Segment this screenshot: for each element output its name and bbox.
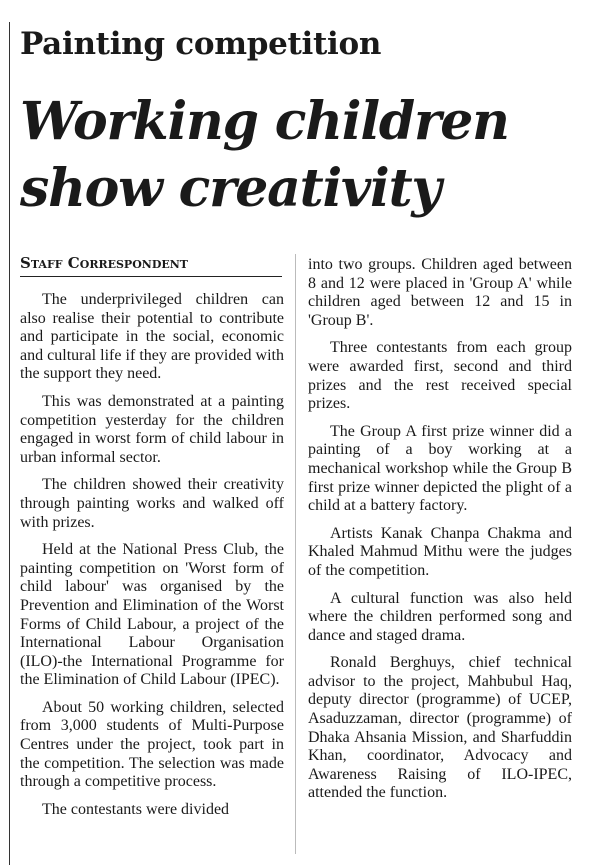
article-column-left <box>20 291 284 861</box>
paragraph: The underprivileged children can also realise their potential to contribute and participate in the social, economic and cultural life if they are provided with the support they need. <box>20 291 284 383</box>
paragraph: The Group A first prize winner did a painting of a boy working at a mechanical workshop while the Group B first prize winner depicted the plight of a child at a battery factory. <box>308 422 572 515</box>
paragraph: The children showed their creativity through painting works and walked off with prizes. <box>20 476 284 531</box>
headline <box>20 88 600 222</box>
kicker-heading: Painting competition <box>20 26 382 62</box>
paragraph: Artists Kanak Chanpa Chakma and Khaled Mahmud Mithu were the judges of the competition. <box>308 524 572 579</box>
paragraph: Ronald Berghuys, chief technical advisor to the project, Mahbubul Haq, deputy director (programme) of UCEP, Asaduzzaman, director (programme) of Dhaka Ahsania Mission, and Sharfuddin Khan, coordinator, Advocacy and Awareness Raising of ILO-IPEC, attended the function. <box>308 654 572 802</box>
column-divider <box>295 254 296 854</box>
headline-line-1: Working children <box>20 91 509 152</box>
paragraph: The contestants were divided <box>42 800 230 818</box>
paragraph: This was demonstrated at a painting competition yesterday for the children engaged in worst form of child labour in urban informal sector. <box>20 392 284 466</box>
paragraph: Three contestants from each group were awarded first, second and third prizes and the rest received special prizes. <box>308 339 572 413</box>
headline-line-2: show creativity <box>20 158 441 219</box>
paragraph: About 50 working children, selected from 3,000 students of Multi-Purpose Centres under the project, took part in the competition. The selection was made through a competitive process. <box>20 698 284 791</box>
paragraph: A cultural function was also held where the children performed song and dance and staged drama. <box>308 589 572 644</box>
paragraph: Held at the National Press Club, the painting competition on 'Worst form of child labour' was organised by the Prevention and Elimination of the Worst Forms of Child Labour, a project of the International Labour Organisation (ILO)-the International Programme for the Elimination of Child Labour (IPEC). <box>20 541 284 689</box>
paragraph: into two groups. Children aged between 8 and 12 were placed in 'Group A' while children aged between 12 and 15 in 'Group B'. <box>308 256 572 329</box>
left-column-rule <box>9 22 10 865</box>
byline <box>20 254 282 277</box>
article-column-right <box>308 256 572 861</box>
byline-text: Staff Correspondent <box>20 254 188 272</box>
